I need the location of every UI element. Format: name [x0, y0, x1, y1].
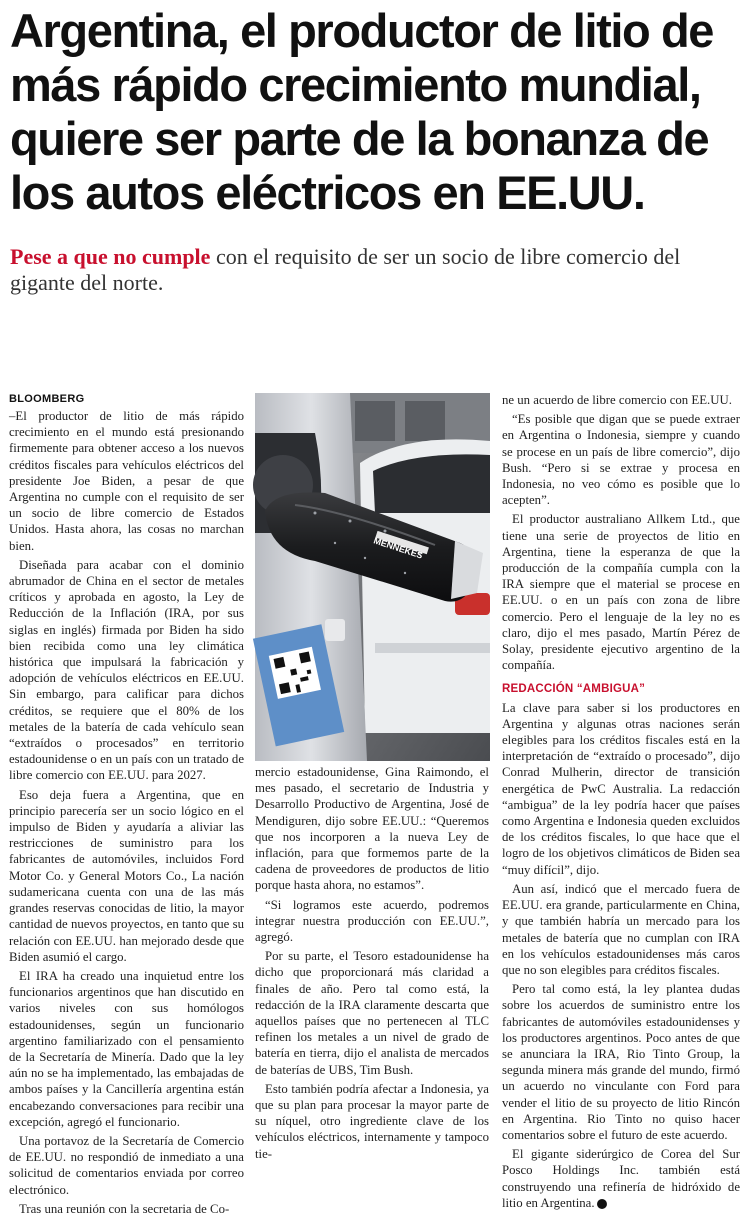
paragraph: Pero tal como está, la ley plantea dudas sobre los acuerdos de suministro entre los fabricantes de automóviles estadounidenses y los productores argentinos. Poco antes de que se anunciara la IRA, Rio Tinto Group, la segunda minera más grande del mundo, firmó un acuerdo no vinculante con Ford para vender el litio de su proyecto de litio Rincón en Argentina. Rio Tinto no quiso hacer comentarios sobre el futuro de este acuerdo.: [502, 982, 740, 1142]
paragraph: El productor australiano Allkem Ltd., que tiene una serie de proyectos de litio en Argentina, tiene la esperanza de que la producción de la compañía cumpla con la IRA siempre que el material se procese en EE.UU. o en un país con zona de libre comercio. Pero el lenguaje de la ley no es claro, dijo el mes pasado, Martín Pérez de Solay, presidente ejecutivo argentino de la compañía.: [502, 512, 740, 673]
article-column-3: [502, 392, 740, 1210]
paragraph: ne un acuerdo de libre comercio con EE.UU.: [502, 393, 732, 407]
paragraph: Por su parte, el Tesoro estadounidense ha dicho que proporcionará más claridad a finales de año. Pero tal como está, la redacción de la IRA claramente descarta que aquellos países que no pertenecen al TLC refinen los metales a un nivel de grado de batería en tierra, dijo el analista de mercados de baterías de UBS, Tim Bush.: [255, 949, 489, 1077]
paragraph-final: [502, 1146, 740, 1211]
ev-charger-photo: [255, 393, 490, 761]
paragraph: Eso deja fuera a Argentina, que en principio parecería ser un socio lógico en el impulso de Biden y ayudaría a aliviar las restricciones de suministro para los fabricantes de automóviles, incluidos Ford Motor Co. y General Motors Co., La nación sudamericana cuenta con una de las más grandes reservas conocidas de litio, la mayor cantidad de nuevos proyectos, en tanto que su relación con EE.UU. han mejorado desde que Biden asumió el cargo.: [9, 787, 244, 964]
paragraph: “Es posible que digan que se puede extraer en Argentina o Indonesia, siempre y cuando se procese en un país de libre comercio”, dijo Bush. “Pero si se extrae y procesa en Indonesia, no veo cómo es posible que lo acepten”.: [502, 412, 740, 508]
headline: Argentina, el productor de litio de más rápido crecimiento mundial, quiere ser parte de la bonanza de los autos eléctricos en EE.UU.: [10, 4, 714, 219]
article-column-2: [255, 764, 489, 1161]
subheadline-lead: Pese a que no cumple: [10, 244, 211, 269]
section-heading: REDACCIÓN “AMBIGUA”: [502, 683, 646, 696]
paragraph: Esto también podría afectar a Indonesia, ya que su plan para procesar la mayor parte de su níquel, otro ingrediente clave de los vehículos eléctricos, internamente y tampoco tie-: [255, 1081, 489, 1161]
paragraph: El IRA ha creado una inquietud entre los funcionarios argentinos que han discutido en varios niveles con sus homólogos estadounidenses, según un funcionario argentino familiarizado con el pensamiento de la Secretaría de Minería. Dado que la ley aún no se ha implementado, las embajadas de ambos países y la Cancillería argentina están encabezando conversaciones para recibir una excepción, agregó el funcionario.: [9, 968, 244, 1129]
paragraph: Diseñada para acabar con el dominio abrumador de China en el sector de metales críticos y aprobada en agosto, la Ley de Reducción de la Inflación (IRA, por sus siglas en inglés) firmada por Biden ha sido bien recibida como una ley climática histórica que impulsará la fabricación y adopción de vehículos eléctricos en EE.UU. Sin embargo, para calificar para dichos créditos, se requiere que el 80% de los metales de la batería de cada vehículo sean “extraídos o procesados” en territorio estadounidense o en un país con un tratado de libre comercio con EE.UU. para 2027.: [9, 557, 244, 783]
byline: BLOOMBERG: [9, 393, 85, 405]
paragraph: “Si logramos este acuerdo, podremos integrar nuestra producción con EE.UU.”, agregó.: [255, 897, 489, 945]
paragraph: La clave para saber si los productores en Argentina y algunas otras naciones serán elegibles para los créditos fiscales está en la interpretación de “extraído o procesado”, dijo Conrad Mulherin, director de transición energética de PwC Australia. La redacción “ambigua” de la ley podría hacer que países como Argentina e Indonesia queden excluidos de los créditos fiscales, lo que hace que el logro de los objetivos climáticos de Biden sea “muy difícil”, dijo.: [502, 700, 740, 877]
connector-brand: MENNEKES: [372, 535, 424, 561]
subheadline: [10, 244, 730, 296]
final-paragraph-text: El gigante siderúrgico de Corea del Sur Posco Holdings Inc. también está construyendo una refinería de hidróxido de litio en Argentina.: [502, 1147, 740, 1210]
paragraph: Aun así, indicó que el mercado fuera de EE.UU. era grande, particularmente en China, y que también habría un mercado para los metales de batería que no cumplan con IRA en los vehículos estadounidenses más caros que no son elegibles para créditos fiscales.: [502, 881, 740, 977]
end-of-article-icon: P: [597, 1199, 607, 1209]
paragraph: –El productor de litio de más rápido crecimiento en el mundo está presionando firmemente para obtener acceso a los nuevos créditos fiscales para vehículos eléctricos del presidente Joe Biden, a pesar de que Argentina no cumple con el requisito de ser un socio de libre comercio de Estados Unidos. Hasta ahora, las cosas no marchan bien.: [9, 409, 244, 553]
article-column-1: [9, 392, 244, 1216]
paragraph: Tras una reunión con la secretaria de Co-: [19, 1201, 230, 1216]
ev-charger-illustration: [255, 393, 490, 761]
subheadline-rest: con el requisito de ser un socio de libre comercio del gigante del norte.: [10, 244, 681, 295]
paragraph: mercio estadounidense, Gina Raimondo, el mes pasado, el secretario de Industria y Desarrollo Productivo de Argentina, José de Mendiguren, dijo sobre EE.UU.: “Queremos que nos incorporen a la nueva Ley de inflación, para que formemos parte de la cadena de proveedores de productos de litio porque hasta ahora, no estamos”.: [255, 765, 489, 893]
paragraph: Una portavoz de la Secretaría de Comercio de EE.UU. no respondió de inmediato a una solicitud de comentarios enviada por correo electrónico.: [9, 1133, 244, 1197]
